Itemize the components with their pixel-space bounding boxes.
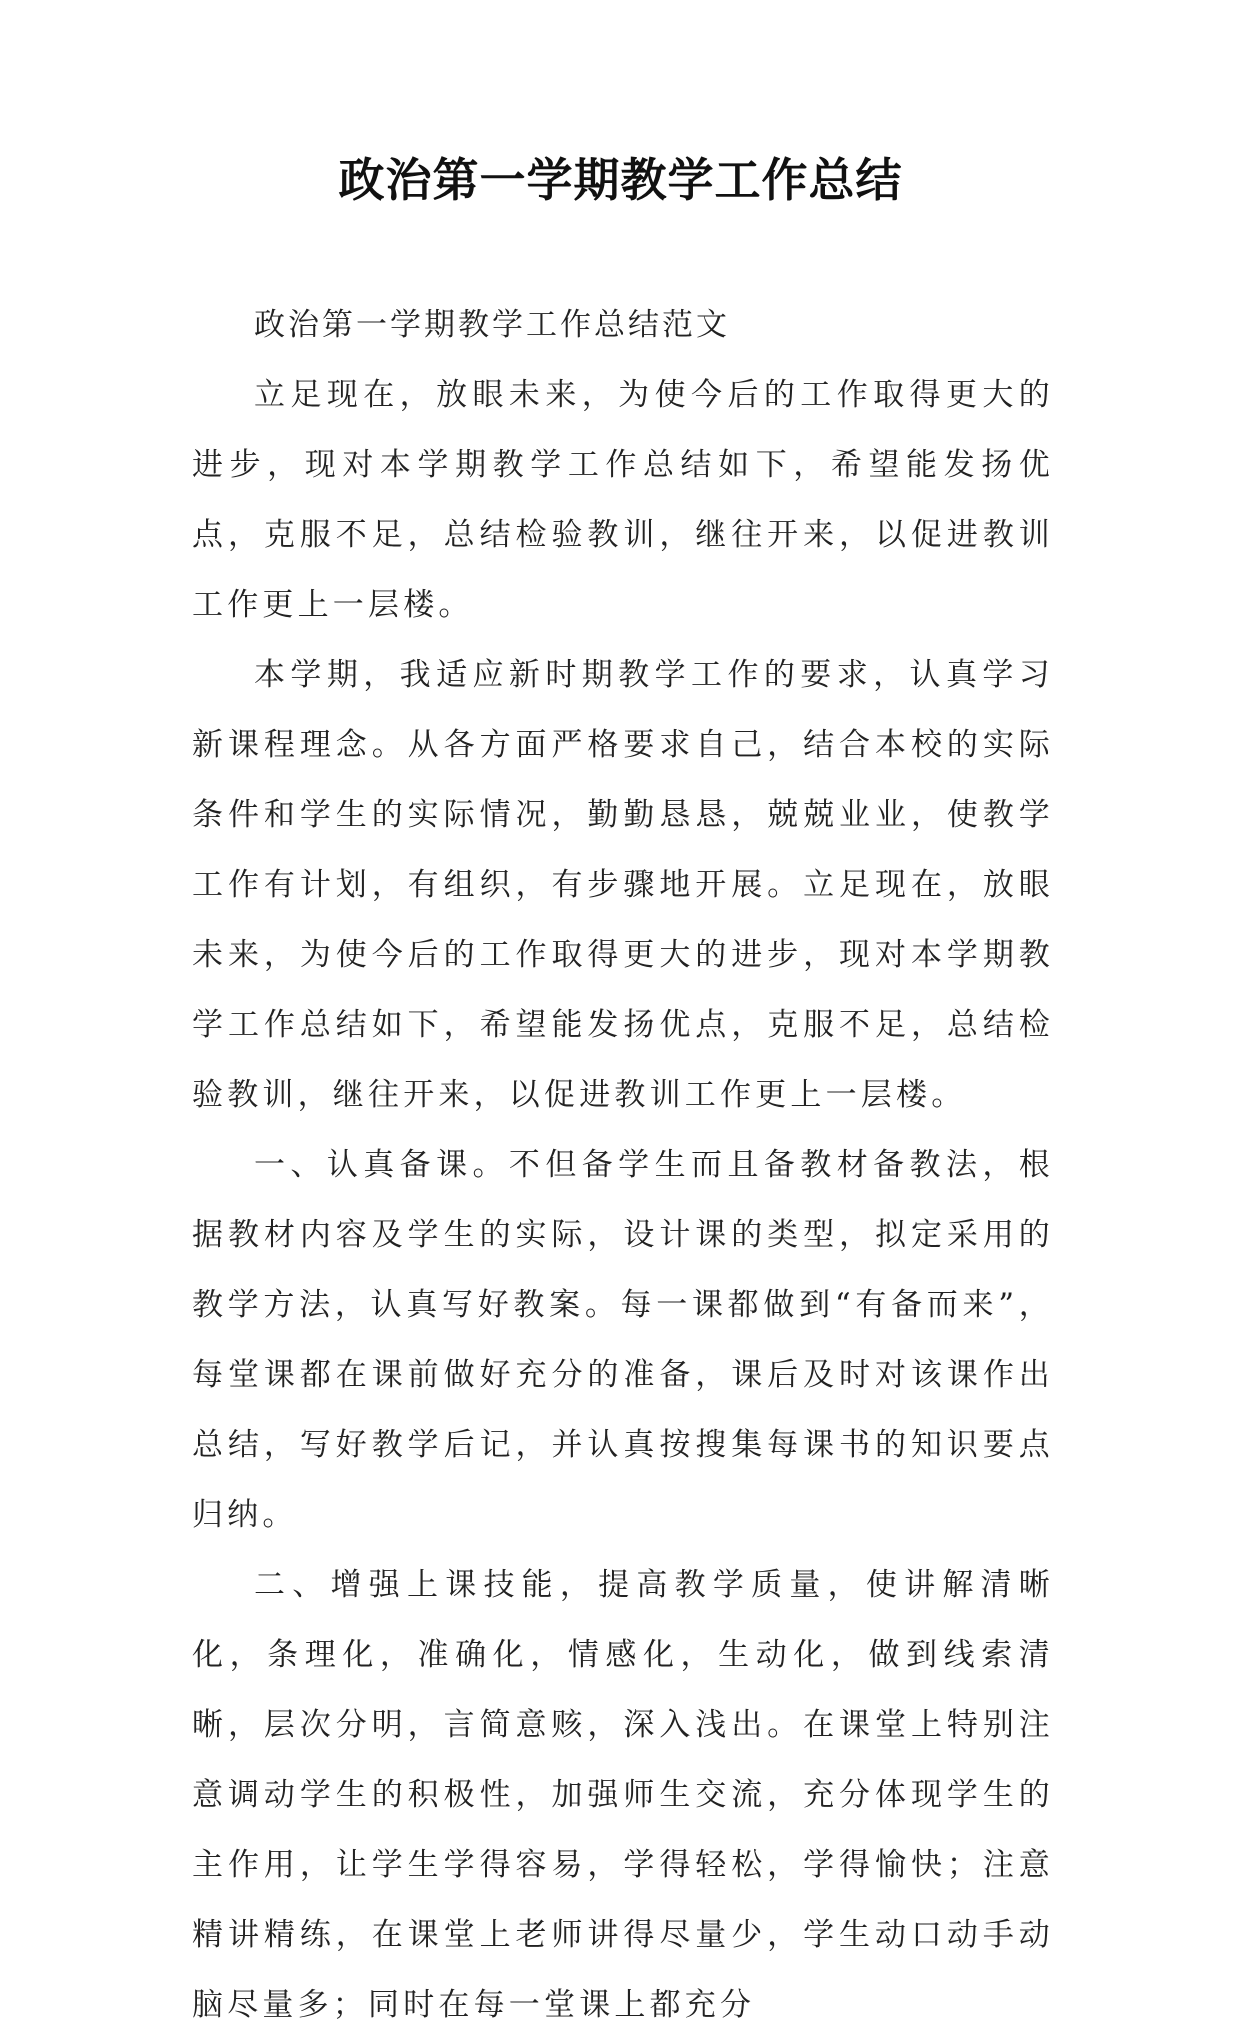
paragraph-intro: 立足现在，放眼未来，为使今后的工作取得更大的进步，现对本学期教学工作总结如下，希望能发扬优点，克服不足，总结检验教训，继往开来，以促进教训工作更上一层楼。 [192, 377, 1054, 623]
paragraph-overview: 本学期，我适应新时期教学工作的要求，认真学习新课程理念。从各方面严格要求自己，结合本校的实际条件和学生的实际情况，勤勤恳恳，兢兢业业，使教学工作有计划，有组织，有步骤地开展。立足现在，放眼未来，为使今后的工作取得更大的进步，现对本学期教学工作总结如下，希望能发扬优点，克服不足，总结检验教训，继往开来，以促进教训工作更上一层楼。 [192, 657, 1054, 1113]
document-title: 政治第一学期教学工作总结 [338, 153, 903, 207]
document-body [192, 290, 1054, 2040]
paragraph-teaching-skills: 二、增强上课技能，提高教学质量，使讲解清晰化，条理化，准确化，情感化，生动化，做到线索清晰，层次分明，言简意赅，深入浅出。在课堂上特别注意调动学生的积极性，加强师生交流，充分体现学生的主作用，让学生学得容易，学得轻松，学得愉快；注意精讲精练，在课堂上老师讲得尽量少，学生动口动手动脑尽量多；同时在每一堂课上都充分 [192, 1567, 1054, 2023]
paragraph-lesson-prep: 一、认真备课。不但备学生而且备教材备教法，根据教材内容及学生的实际，设计课的类型，拟定采用的教学方法，认真写好教案。每一课都做到“有备而来”，每堂课都在课前做好充分的准备，课后及时对该课作出总结，写好教学后记，并认真按搜集每课书的知识要点归纳。 [192, 1147, 1054, 1533]
document-subtitle: 政治第一学期教学工作总结范文 [254, 307, 730, 343]
